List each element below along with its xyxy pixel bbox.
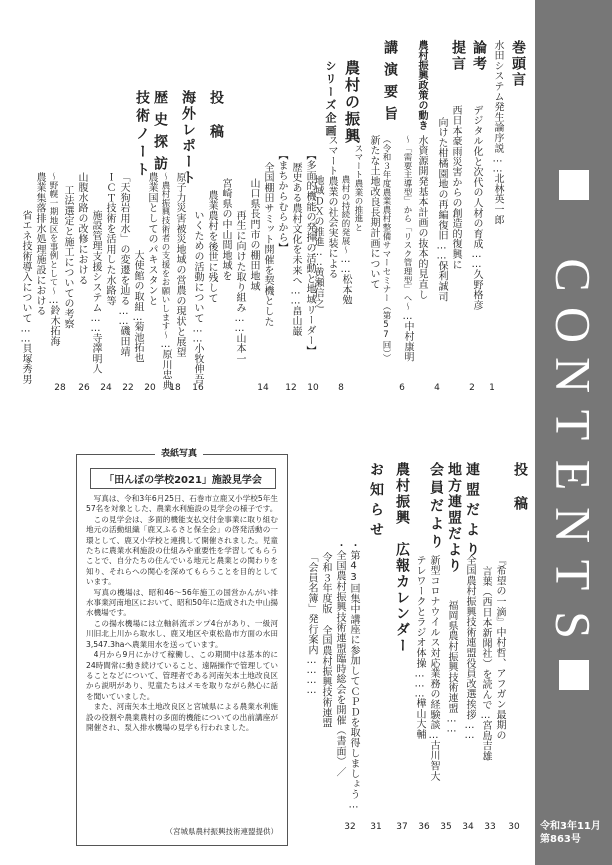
entry-title: 農業集落排水処理施設における — [34, 172, 45, 317]
entry-subtitle: 農村の持続的発展〜 — [340, 175, 350, 255]
entry-note: （令和３年度農業農村整備サマーセミナー（第57回）） — [381, 135, 391, 363]
entry-author: 山本一 — [234, 333, 245, 364]
section-oshirase: お知らせ — [368, 462, 384, 542]
page-number: 6 — [399, 383, 405, 393]
contents-letter: N — [545, 506, 602, 544]
contents-letter: E — [545, 459, 602, 491]
toc-entry-kantougen[interactable]: 水田システム発生論序説……北林英一郎 — [492, 40, 503, 225]
cover-photo-description — [86, 494, 278, 733]
entry-title: 新型コロナウイルス対応業務の経験談 — [428, 555, 439, 731]
page-number: 10 — [307, 383, 319, 393]
entry-author: 鈴木拓海 — [48, 305, 59, 347]
contents-letter: T — [545, 409, 602, 441]
toc-entry-toukou[interactable] — [172, 172, 187, 357]
toc-entry-gijutsu-3[interactable] — [32, 172, 47, 316]
section-toukou-2: 投稿 — [512, 462, 528, 530]
page-number: 4 — [434, 383, 440, 393]
section-kaigai: 海外レポート — [180, 90, 196, 186]
page-number: 20 — [144, 383, 156, 393]
entry-author: 北林英一郎 — [492, 173, 503, 225]
entry-author: 原川忠典 — [160, 349, 171, 391]
page-number: 26 — [78, 383, 90, 393]
cover-paragraph: 写真の機場は、昭和46〜56年施工の国営かんがい排水事業河南地区において、昭和50年に造成された中山揚水機場です。 — [86, 587, 278, 618]
page-number: 2 — [469, 383, 475, 393]
cover-paragraph: 4月から9月にかけて稼働し、この期間中は基本的に24時間常に動き続けていること、遠隔操作で管理していることなどについて、管理者である河南矢本土地改良区から説明があり、児童たちはメモを取りながら熱心に話を聞いていました。 — [86, 650, 278, 701]
entry-title: 原子力災害被災地域の営農の現状と展望 — [174, 172, 185, 358]
cover-photo-credit: （宮城県農村振興技術連盟提供） — [165, 827, 278, 836]
page-number: 32 — [344, 822, 356, 832]
cover-paragraph: この揚水機場には立軸斜流ポンプ4台があり、一級河川旧北上川から取水し、鹿又地区や東松島市方面の水田3,547.3haへ農業用水を送っています。 — [86, 618, 278, 649]
entry-author: 畠山巌 — [290, 305, 301, 337]
entry-author: 古川智大 — [428, 740, 439, 782]
entry-author: 菊池拓也 — [132, 321, 143, 364]
toc-entry-rekishi[interactable]: 「天狗岩用水」の変遷を辿る……磯田靖 — [118, 172, 129, 357]
entry-title: 「天狗岩用水」の変遷を辿る — [118, 172, 129, 306]
toc-entry-teigen[interactable] — [448, 105, 463, 270]
section-kaiin: 会員だより — [428, 462, 444, 552]
entry-title: 西日本豪雨災害からの創造的復興に — [450, 105, 461, 270]
section-rekishi: 歴史探訪 — [152, 90, 168, 178]
entry-title: 農業国としてのパキスタンと — [146, 172, 157, 306]
section-toukou: 投稿 — [208, 90, 224, 158]
section-chihou: 地方連盟だより — [446, 462, 462, 574]
entry-title: 宮崎県の中山間地域を — [220, 178, 231, 281]
toc-entry-toukou-2[interactable] — [492, 555, 507, 740]
entry-subtitle: 令和３年度版 全国農村振興技術連盟 — [320, 552, 331, 729]
page-number: 34 — [462, 822, 474, 832]
page-number: 14 — [257, 383, 269, 393]
entry-subtitle: 〜農村振興技術者の支援をお願いします〜 — [160, 172, 170, 340]
entry-title: ・全国農村振興技術連盟臨時総会を開催（書面）／ — [334, 540, 345, 777]
entry-title: ＩＣＴ技術を活用した水路等 — [104, 172, 115, 306]
entry-subtitle: 再生に向けた取り組み — [234, 210, 245, 313]
toc-entry-kouen-2[interactable] — [324, 135, 339, 279]
entry-author: 黄瀬信之 — [312, 267, 323, 309]
entry-title: ・第43回集中講座に参加してＣＰＤを取得しましょう — [348, 540, 359, 800]
cover-paragraph: 写真は、令和3年6月25日、石巻市立鹿又小学校5年生57名を対象とした、農業水利施設の見学会の様子です。 — [86, 494, 278, 514]
contents-letter: O — [545, 306, 602, 344]
section-teigen: 提言 — [450, 40, 466, 72]
toc-entry-gijutsu-2[interactable] — [74, 172, 89, 285]
entry-subtitle: 農業農村を後世に残して — [206, 190, 217, 304]
entry-subtitle: 地域ＤＸの推進 — [312, 175, 323, 248]
section-seisaku: 農村振興政策の動き — [416, 40, 427, 130]
entry-subtitle: 施設管理支援システム — [90, 210, 101, 313]
entry-title: 新たな土地改良長期計画について — [368, 135, 379, 290]
cover-paragraph: この見学会は、多面的機能支払交付金事業に取り組む地元の活動組織「鹿又ふるさと保全会」の啓発活動の一環として、鹿又小学校と連携して開催されました。児童たちに農業水利施設の仕組みや重要性を学習してもらうことで、自分たちの住んでいる地元と農業との関わりを知り、それらへの関心を深めてもらうことを目的としています。 — [86, 514, 278, 587]
entry-title: デジタル化と次代の人材の育成 — [471, 105, 482, 250]
section-kouhou: 農村振興 広報カレンダー — [394, 462, 410, 654]
contents-letter: C — [545, 258, 602, 292]
entry-subtitle: 省エネ技術導入について — [20, 210, 31, 324]
entry-subtitle: 〜野幌一期地区を事例として〜 — [48, 172, 58, 296]
toc-entry-kouen-1[interactable] — [366, 135, 381, 290]
toc-entry-oshirase-1[interactable]: ・第43回集中講座に参加してＣＰＤを取得しましょう… — [348, 540, 359, 810]
series-heading: 【まちからむらから】 — [276, 150, 287, 253]
section-series-sub: シリーズ企画 — [324, 60, 337, 138]
entry-author: 保利誠司 — [436, 260, 447, 302]
toc-entry-ronkou[interactable]: デジタル化と次代の人材の育成……久野格彦 — [471, 105, 482, 311]
contents-letter: T — [545, 559, 602, 591]
page-number: 12 — [285, 383, 297, 393]
entry-title: 『希望の一滴』中村哲、アフガン最期の — [494, 555, 505, 741]
square-bullet-bottom — [559, 660, 589, 690]
contents-letter: S — [545, 611, 602, 639]
issue-number: 第863号 — [540, 834, 581, 845]
toc-entry-kaigai[interactable] — [144, 172, 159, 306]
toc-entry-renmei[interactable]: 全国農村振興技術連盟役員改選挨拶…… — [464, 555, 475, 740]
toc-entry-seisaku[interactable] — [414, 135, 429, 300]
section-series: 農村の振興 — [343, 60, 361, 145]
contents-letter: N — [545, 356, 602, 394]
entry-title: 福岡県農村振興技術連盟 — [446, 600, 457, 714]
entry-subtitle: いくための活動について — [192, 210, 203, 324]
section-gijutsu: 技術ノート — [134, 90, 150, 180]
entry-title: 水田システム発生論序説 — [492, 40, 503, 154]
entry-title: 全国棚田サミット開催を契機とした — [262, 162, 273, 327]
toc-entry-gijutsu-1[interactable] — [102, 172, 117, 306]
entry-subtitle: 山口県長門市の棚田地域 — [248, 178, 259, 292]
page-number: 8 — [338, 383, 344, 393]
entry-title: 山腹水路の改修における — [76, 172, 87, 286]
entry-title: 水資源開発基本計画の抜本的見直し — [416, 135, 427, 300]
entry-subtitle: 〜スマート農業の推進と — [353, 135, 363, 232]
entry-subtitle: 大使館の取組 — [132, 250, 143, 312]
entry-author: 宮島吉雄 — [480, 720, 491, 762]
section-ronkou: 論考 — [471, 40, 487, 72]
toc-entry-series-3[interactable] — [218, 178, 233, 281]
page-number: 18 — [169, 383, 181, 393]
entry-author: 松本勉 — [340, 274, 351, 306]
entry-title: テレワークとラジオ体操 — [414, 555, 425, 669]
entry-author: 貝塚秀男 — [20, 343, 31, 385]
toc-entry-series-2[interactable] — [260, 162, 275, 327]
section-renmei: 連盟だより — [464, 462, 480, 562]
toc-entry-series-1[interactable]: 歴史ある農村文化を未来へ……畠山巌 — [290, 162, 301, 337]
entry-author: 寺澤明人 — [90, 333, 101, 375]
issue-info — [540, 820, 610, 846]
contents-heading — [535, 0, 612, 865]
page-number: 35 — [440, 822, 452, 832]
page-number: 31 — [370, 822, 382, 832]
section-kouen: 講演要旨 — [382, 40, 398, 128]
toc-entry-oshirase-2[interactable] — [332, 540, 347, 777]
entry-title: 歴史ある農村文化を未来へ — [290, 162, 301, 286]
contents-sidebar — [535, 0, 612, 865]
entry-author: 磯田靖 — [118, 325, 129, 357]
entry-subtitle: 工法選定と施工についての考察 — [62, 185, 73, 330]
toc-entry-chihou[interactable]: 福岡県農村振興技術連盟…… — [446, 600, 457, 734]
entry-title: 全国農村振興技術連盟役員改選挨拶 — [464, 555, 475, 720]
entry-subtitle: 〜「需要主導型」から「リスク管理型」へ〜 — [402, 135, 412, 311]
entry-subtitle: 「会員名簿」発行案内 — [306, 552, 317, 655]
toc-entry-kaiin-1[interactable]: 新型コロナウイルス対応業務の経験談…古川智大 — [428, 555, 439, 782]
section-kantougen: 巻頭言 — [510, 40, 526, 88]
entry-subtitle: 向けた柑橘園地の再編復旧 — [436, 117, 447, 241]
toc-entry-kaiin-2[interactable]: テレワークとラジオ体操………樺山大輔 — [414, 555, 425, 740]
page-number: 16 — [192, 383, 204, 393]
entry-subtitle: 言葉（西日本新聞社）を読んで — [480, 566, 491, 711]
page-number: 1 — [489, 383, 495, 393]
cover-photo-title: 「田んぼの学校2021」施設見学会 — [90, 468, 276, 489]
page-number: 37 — [396, 822, 408, 832]
entry-author: 樺山大輔 — [414, 698, 425, 740]
page-number: 22 — [122, 383, 134, 393]
page-number: 24 — [100, 383, 112, 393]
page-number: 30 — [508, 822, 520, 832]
issue-date: 令和3年11月 — [540, 821, 601, 832]
cover-paragraph: また、河南矢本土地改良区と宮城県による農業水利施設の役割や農業農村の多面的機能についての出前講座が開催され、泵入排水機場の見学も行われました。 — [86, 702, 278, 732]
entry-title: スマート農業の社会実装による — [326, 135, 337, 280]
series-heading: 【多面的機能の発揮の活動と地域リーダー】 — [304, 150, 315, 356]
entry-author: 中村康明 — [402, 321, 413, 363]
cover-photo-tag: 表紙写真 — [155, 446, 203, 459]
entry-author: 小牧伸吾 — [192, 343, 203, 385]
entry-author: 久野格彦 — [471, 269, 482, 311]
page-number: 28 — [54, 383, 66, 393]
page-number: 33 — [484, 822, 496, 832]
page-number: 36 — [418, 822, 430, 832]
